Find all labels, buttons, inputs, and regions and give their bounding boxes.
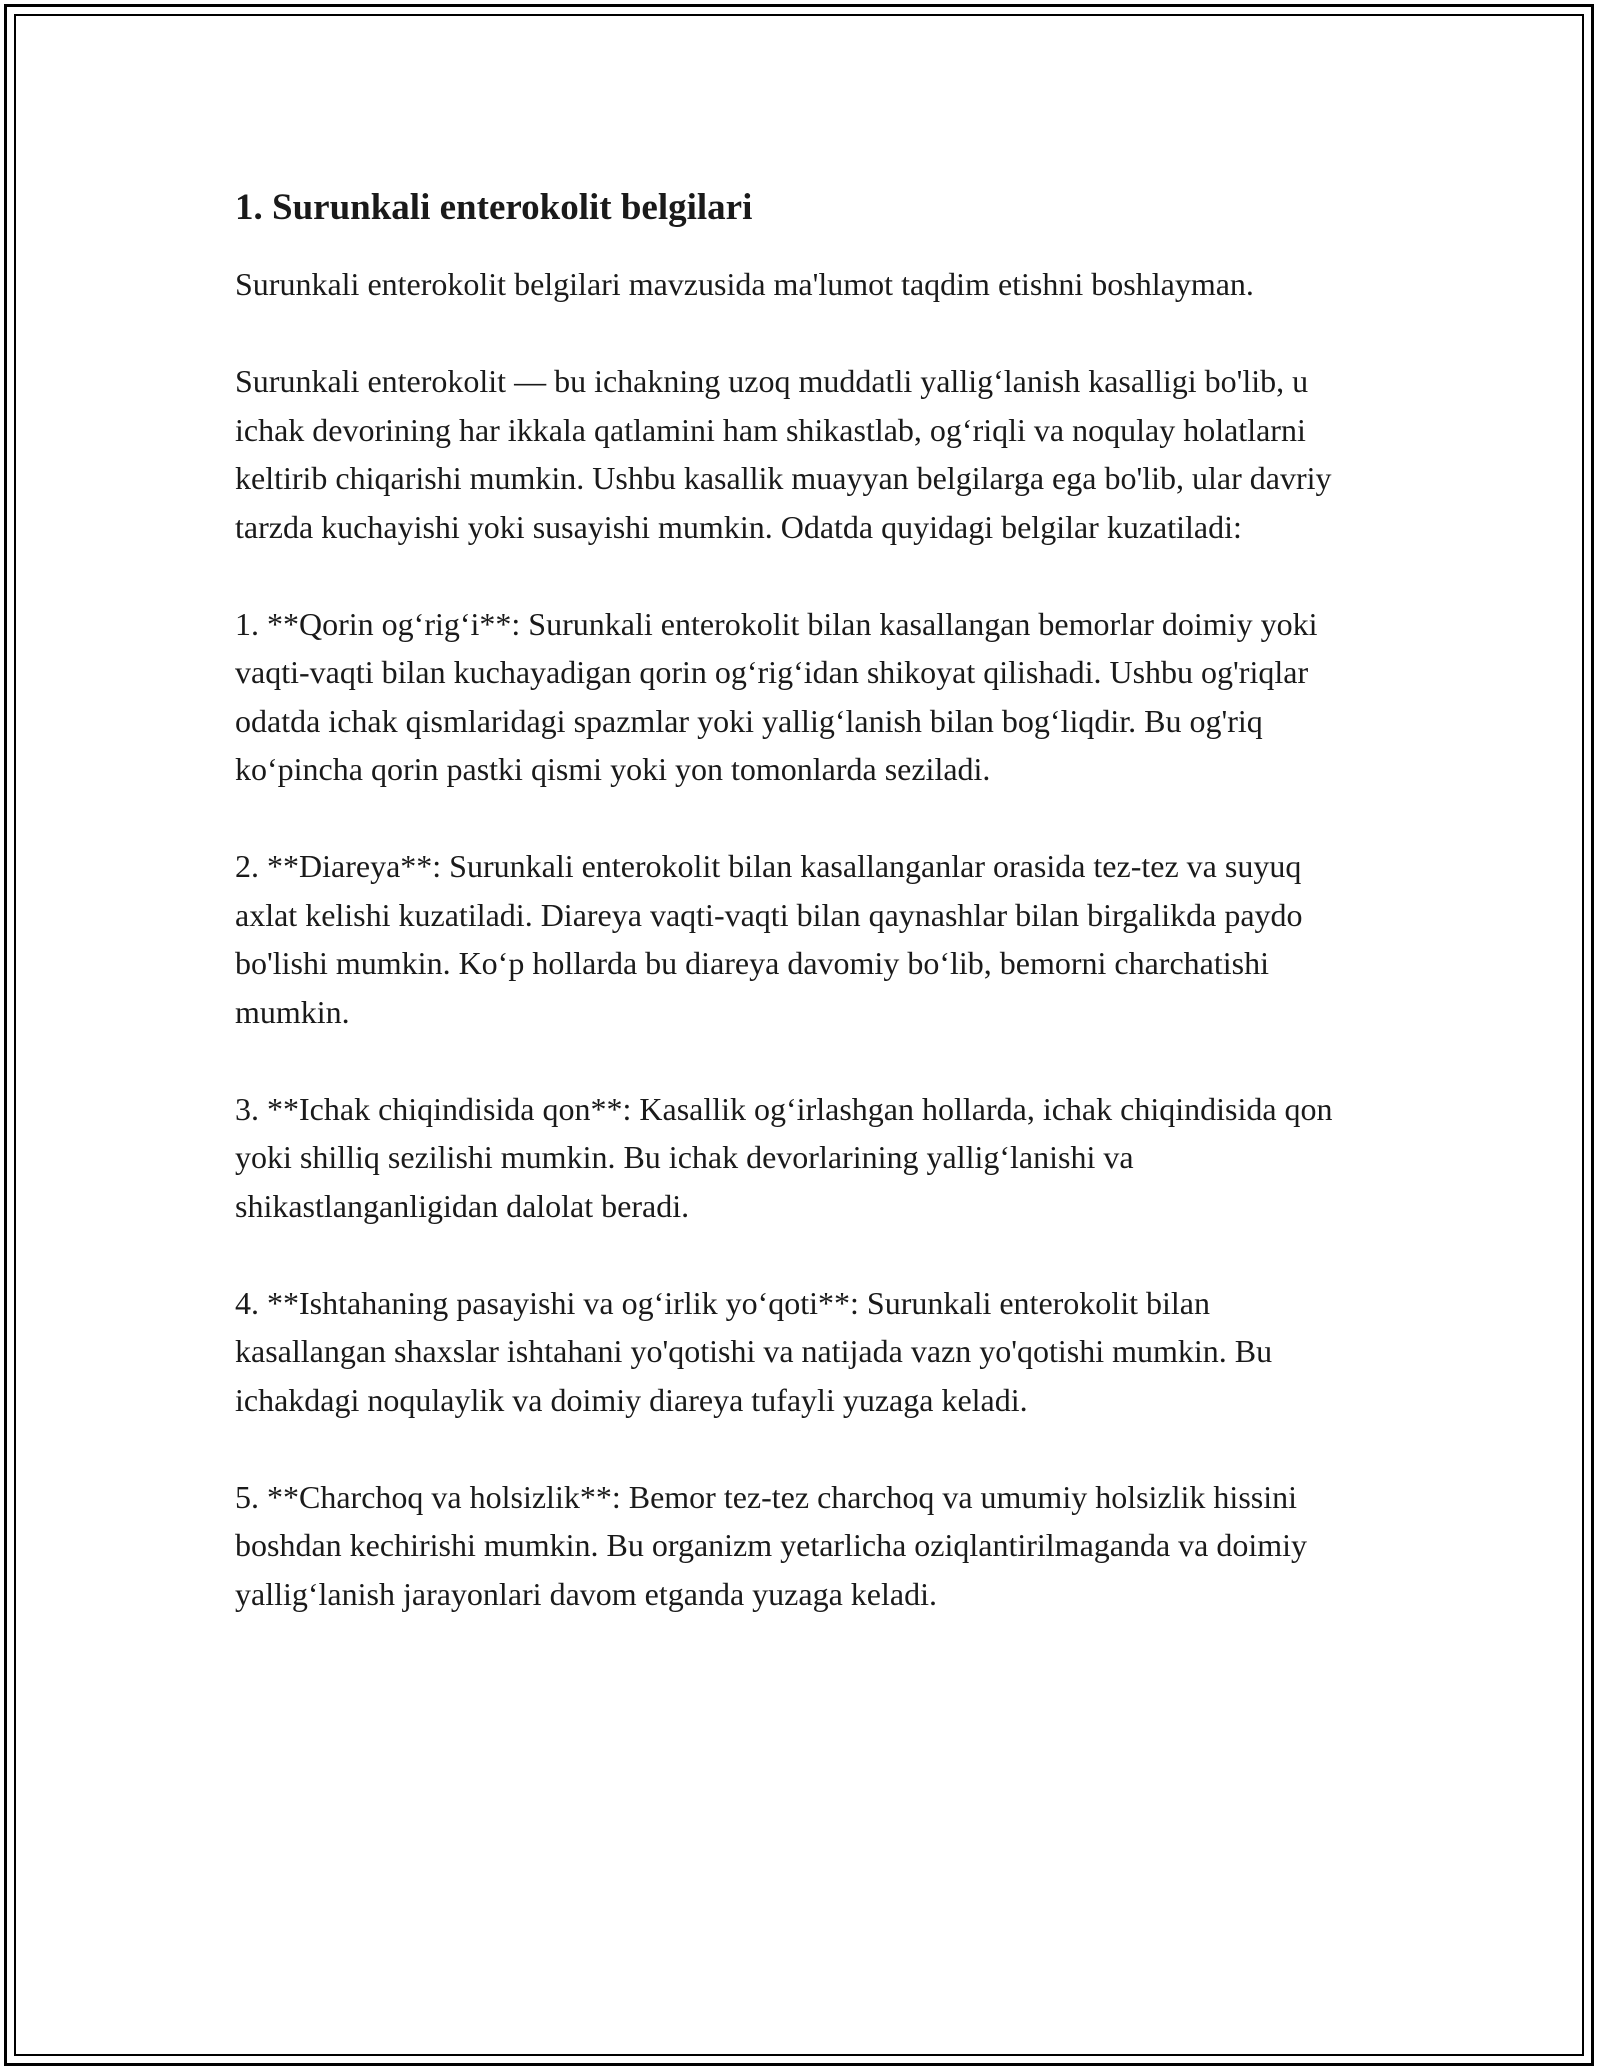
symptom-item-abdominal-pain: 1. **Qorin og‘rig‘i**: Surunkali enterokolit bilan kasallangan bemorlar doimiy yoki vaqti-vaqti bilan kuchayadigan qorin og‘rig‘idan shikoyat qilishadi. Ushbu og'riqlar odatda ichak qismlaridagi spazmlar yoki yallig‘lanish bilan bog‘liqdir. Bu og'riq ko‘pincha qorin pastki qismi yoki yon tomonlarda seziladi.	[235, 605, 1318, 788]
definition-paragraph: Surunkali enterokolit — bu ichakning uzoq muddatli yallig‘lanish kasalligi bo'lib, u ichak devorining har ikkala qatlamini ham shikastlab, og‘riqli va noqulay holatlarni keltirib chiqarishi mumkin. Ushbu kasallik muayyan belgilarga ega bo'lib, ular davriy tarzda kuchayishi yoki susayishi mumkin. Odatda quyidagi belgilar kuzatiladi:	[235, 363, 1332, 545]
symptom-item-fatigue: 5. **Charchoq va holsizlik**: Bemor tez-tez charchoq va umumiy holsizlik hissini boshdan kechirishi mumkin. Bu organizm yetarlicha oziqlantirilmaganda va doimiy yallig‘lanish jarayonlari davom etganda yuzaga keladi.	[235, 1478, 1308, 1612]
intro-paragraph: Surunkali enterokolit belgilari mavzusida ma'lumot taqdim etishni boshlayman.	[235, 266, 1254, 303]
symptom-item-appetite-loss: 4. **Ishtahaning pasayishi va og‘irlik yo‘qoti**: Surunkali enterokolit bilan kasallangan shaxslar ishtahani yo'qotishi va natijada vazn yo'qotishi mumkin. Bu ichakdagi noqulaylik va doimiy diareya tufayli yuzaga keladi.	[235, 1284, 1273, 1418]
section-title: 1. Surunkali enterokolit belgilari	[235, 187, 753, 228]
symptom-item-diarrhea: 2. **Diareya**: Surunkali enterokolit bilan kasallanganlar orasida tez-tez va suyuq axlat kelishi kuzatiladi. Diareya vaqti-vaqti bilan qaynashlar bilan birgalikda paydo bo'lishi mumkin. Ko‘p hollarda bu diareya davomiy bo‘lib, bemorni charchatishi mumkin.	[235, 848, 1303, 1030]
symptom-item-blood-in-stool: 3. **Ichak chiqindisida qon**: Kasallik og‘irlashgan hollarda, ichak chiqindisida qon yoki shilliq sezilishi mumkin. Bu ichak devorlarining yallig‘lanishi va shikastlanganligidan dalolat beradi.	[235, 1090, 1333, 1224]
document-body	[235, 186, 1365, 1618]
